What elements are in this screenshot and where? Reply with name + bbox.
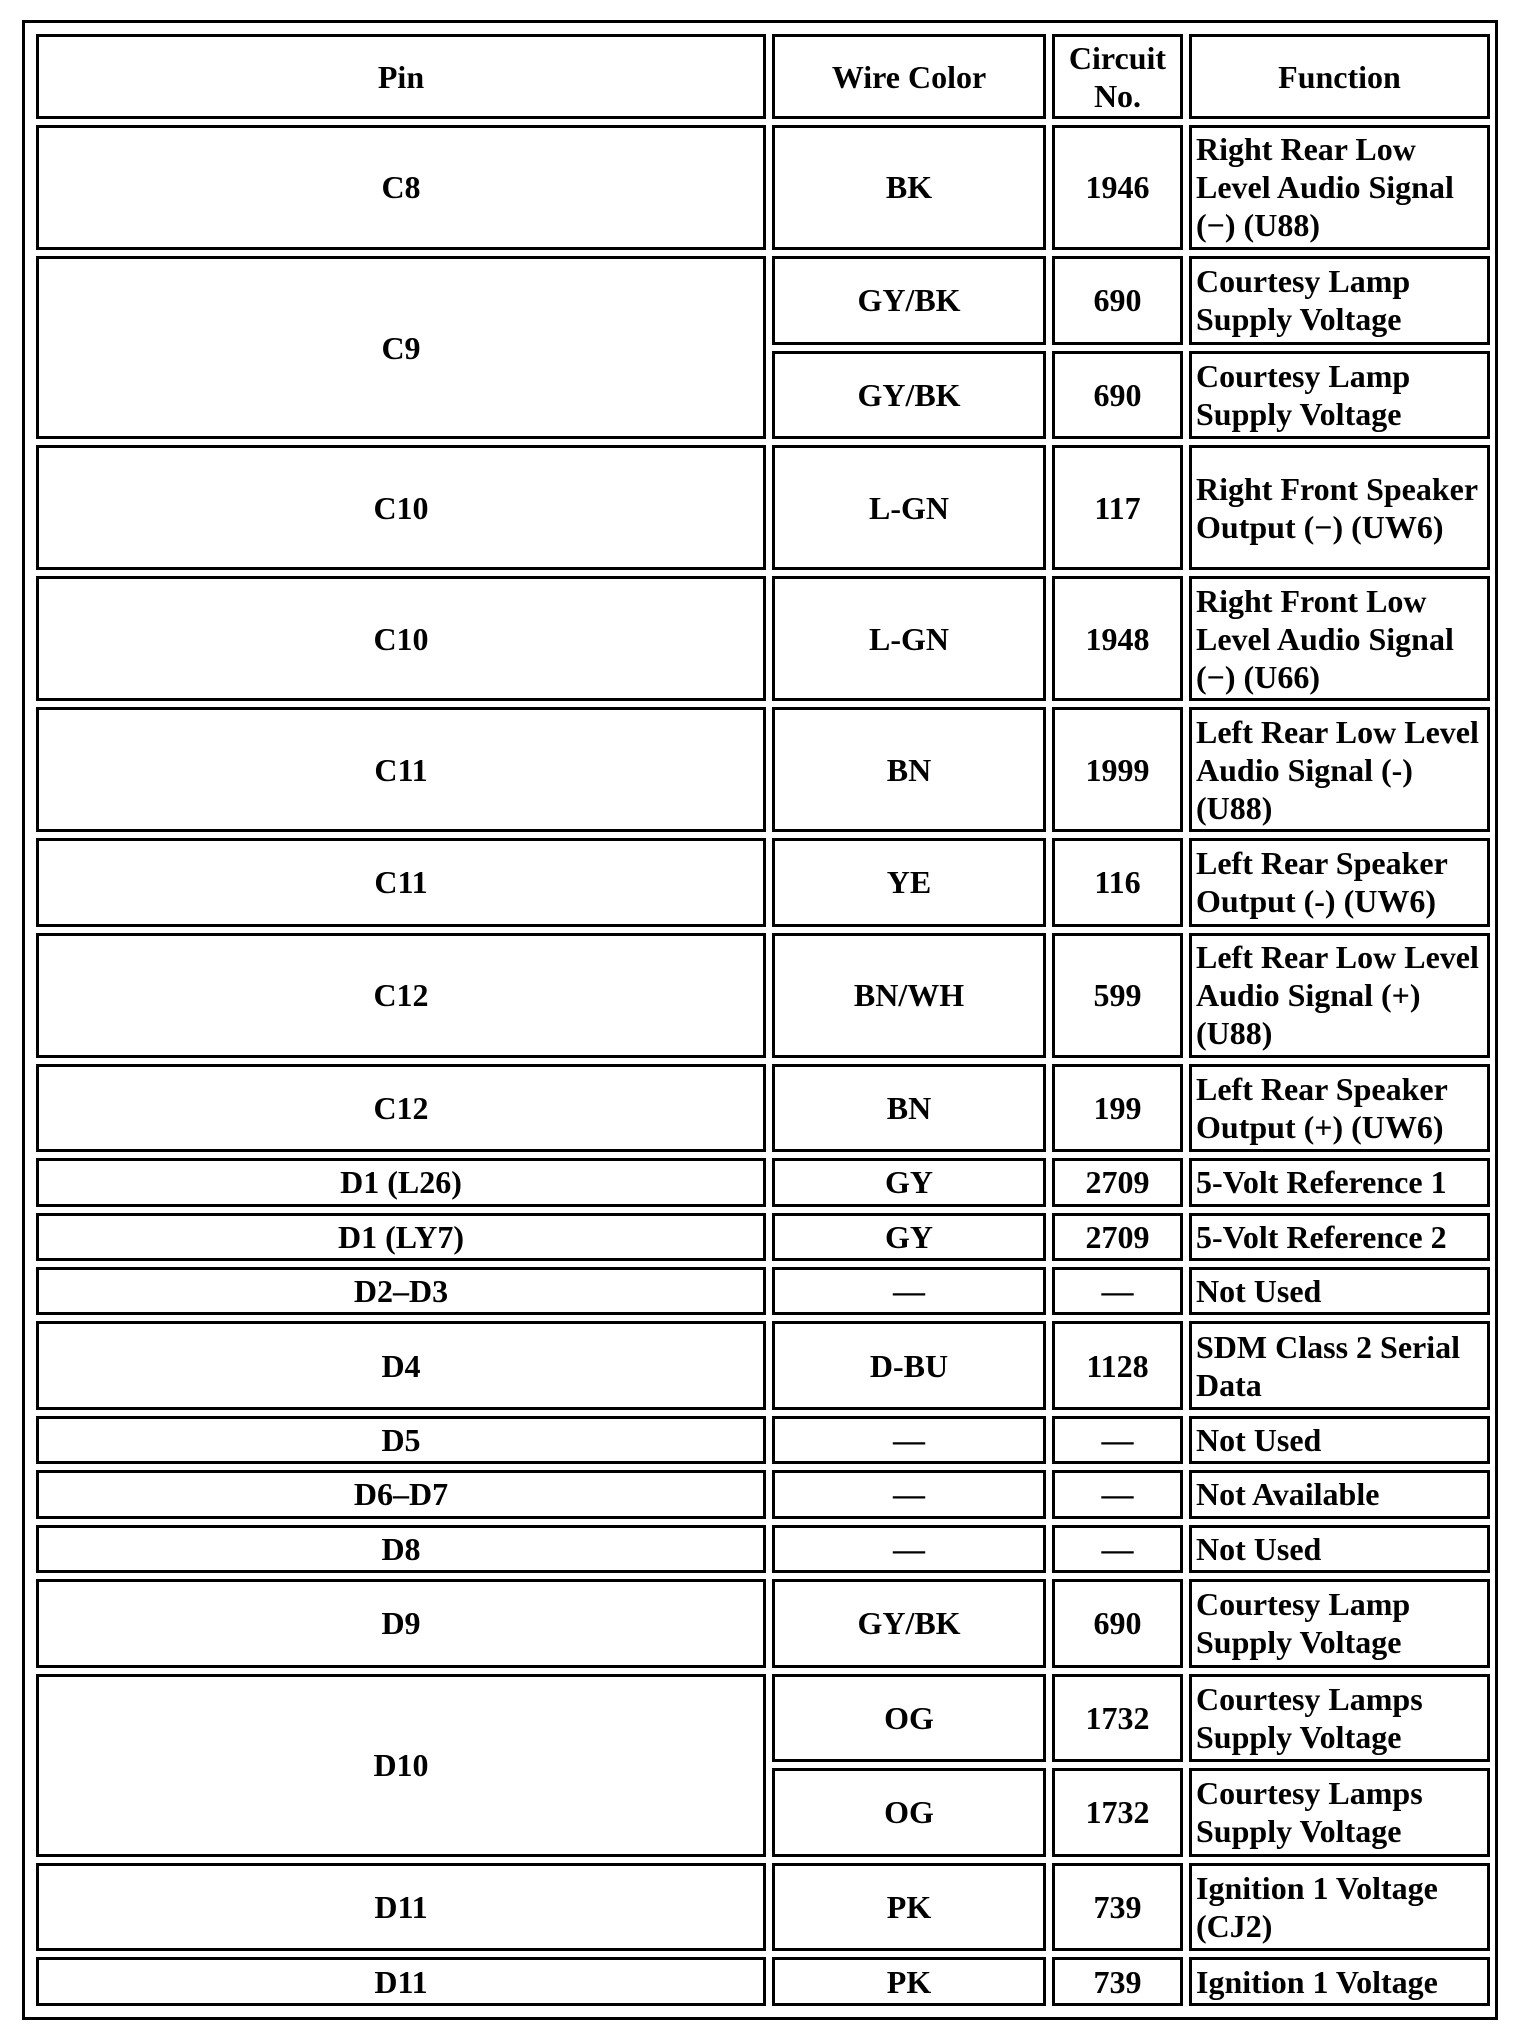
function-cell: Not Used <box>1189 1267 1490 1315</box>
function-cell: 5-Volt Reference 1 <box>1189 1158 1490 1206</box>
pin-cell: D11 <box>36 1863 766 1952</box>
wire-color-cell: PK <box>772 1863 1046 1952</box>
circuit-cell: 599 <box>1052 933 1183 1058</box>
wire-color-cell: — <box>772 1267 1046 1315</box>
table-row <box>36 1579 1490 1668</box>
header-wire-color: Wire Color <box>772 34 1046 119</box>
pin-cell: C10 <box>36 445 766 570</box>
table-row <box>36 1863 1490 1952</box>
wire-color-cell: BN <box>772 1064 1046 1153</box>
connector-table-page <box>22 20 1498 2020</box>
circuit-cell: 2709 <box>1052 1213 1183 1261</box>
circuit-cell: 116 <box>1052 838 1183 927</box>
circuit-cell: — <box>1052 1470 1183 1518</box>
pin-cell: C8 <box>36 125 766 250</box>
function-cell: Left Rear Speaker Output (+) (UW6) <box>1189 1064 1490 1153</box>
function-cell: Not Used <box>1189 1416 1490 1464</box>
wire-color-cell: GY <box>772 1213 1046 1261</box>
circuit-cell: — <box>1052 1525 1183 1573</box>
table-row <box>36 576 1490 701</box>
circuit-cell: 1128 <box>1052 1321 1183 1410</box>
table-row <box>36 1525 1490 1573</box>
wire-color-cell: GY <box>772 1158 1046 1206</box>
circuit-cell: 2709 <box>1052 1158 1183 1206</box>
function-cell: Left Rear Speaker Output (-) (UW6) <box>1189 838 1490 927</box>
function-cell: Courtesy Lamp Supply Voltage <box>1189 256 1490 345</box>
function-cell: Ignition 1 Voltage <box>1189 1957 1490 2006</box>
circuit-cell: 1946 <box>1052 125 1183 250</box>
table-row <box>36 125 1490 250</box>
pin-cell: D5 <box>36 1416 766 1464</box>
circuit-cell: 690 <box>1052 256 1183 345</box>
wire-color-cell: — <box>772 1416 1046 1464</box>
wire-color-cell: L-GN <box>772 576 1046 701</box>
table-body <box>36 125 1490 2006</box>
circuit-cell: 739 <box>1052 1957 1183 2006</box>
function-cell: Right Front Low Level Audio Signal (−) (U66) <box>1189 576 1490 701</box>
circuit-cell: 1732 <box>1052 1768 1183 1857</box>
table-row <box>36 1213 1490 1261</box>
wire-color-cell: — <box>772 1470 1046 1518</box>
function-cell: Ignition 1 Voltage (CJ2) <box>1189 1863 1490 1952</box>
circuit-cell: 117 <box>1052 445 1183 570</box>
pin-cell: C12 <box>36 933 766 1058</box>
table-row <box>36 707 1490 832</box>
circuit-cell: 1948 <box>1052 576 1183 701</box>
pin-cell: C9 <box>36 256 766 439</box>
wire-color-cell: BN/WH <box>772 933 1046 1058</box>
function-cell: Left Rear Low Level Audio Signal (+) (U88) <box>1189 933 1490 1058</box>
table-row <box>36 933 1490 1058</box>
header-circuit-no: Circuit No. <box>1052 34 1183 119</box>
circuit-cell: 1999 <box>1052 707 1183 832</box>
function-cell: Not Available <box>1189 1470 1490 1518</box>
circuit-cell: — <box>1052 1416 1183 1464</box>
circuit-cell: 1732 <box>1052 1674 1183 1763</box>
wire-color-cell: BK <box>772 125 1046 250</box>
wire-color-cell: GY/BK <box>772 1579 1046 1668</box>
table-row <box>36 1674 1490 1763</box>
pin-cell: D2–D3 <box>36 1267 766 1315</box>
wire-color-cell: — <box>772 1525 1046 1573</box>
connector-pinout-table <box>30 28 1496 2012</box>
pin-cell: C10 <box>36 576 766 701</box>
wire-color-cell: L-GN <box>772 445 1046 570</box>
function-cell: Courtesy Lamps Supply Voltage <box>1189 1674 1490 1763</box>
wire-color-cell: BN <box>772 707 1046 832</box>
pin-cell: D10 <box>36 1674 766 1857</box>
pin-cell: D6–D7 <box>36 1470 766 1518</box>
table-row <box>36 1470 1490 1518</box>
table-row <box>36 1957 1490 2006</box>
pin-cell: D1 (L26) <box>36 1158 766 1206</box>
table-row <box>36 1064 1490 1153</box>
circuit-cell: 690 <box>1052 351 1183 440</box>
function-cell: Not Used <box>1189 1525 1490 1573</box>
table-row <box>36 1321 1490 1410</box>
table-row <box>36 1267 1490 1315</box>
wire-color-cell: D-BU <box>772 1321 1046 1410</box>
header-pin: Pin <box>36 34 766 119</box>
pin-cell: D8 <box>36 1525 766 1573</box>
pin-cell: D11 <box>36 1957 766 2006</box>
wire-color-cell: PK <box>772 1957 1046 2006</box>
function-cell: Courtesy Lamp Supply Voltage <box>1189 1579 1490 1668</box>
function-cell: Right Front Speaker Output (−) (UW6) <box>1189 445 1490 570</box>
wire-color-cell: OG <box>772 1768 1046 1857</box>
pin-cell: C11 <box>36 838 766 927</box>
wire-color-cell: YE <box>772 838 1046 927</box>
circuit-cell: 690 <box>1052 1579 1183 1668</box>
function-cell: Courtesy Lamp Supply Voltage <box>1189 351 1490 440</box>
function-cell: Courtesy Lamps Supply Voltage <box>1189 1768 1490 1857</box>
circuit-cell: 739 <box>1052 1863 1183 1952</box>
header-function: Function <box>1189 34 1490 119</box>
table-row <box>36 1158 1490 1206</box>
circuit-cell: 199 <box>1052 1064 1183 1153</box>
wire-color-cell: GY/BK <box>772 256 1046 345</box>
pin-cell: D4 <box>36 1321 766 1410</box>
function-cell: SDM Class 2 Serial Data <box>1189 1321 1490 1410</box>
wire-color-cell: OG <box>772 1674 1046 1763</box>
pin-cell: D1 (LY7) <box>36 1213 766 1261</box>
pin-cell: D9 <box>36 1579 766 1668</box>
function-cell: Left Rear Low Level Audio Signal (-) (U88) <box>1189 707 1490 832</box>
circuit-cell: — <box>1052 1267 1183 1315</box>
pin-cell: C12 <box>36 1064 766 1153</box>
function-cell: Right Rear Low Level Audio Signal (−) (U88) <box>1189 125 1490 250</box>
header-row <box>36 34 1490 119</box>
table-row <box>36 838 1490 927</box>
table-row <box>36 256 1490 345</box>
table-row <box>36 445 1490 570</box>
table-row <box>36 1416 1490 1464</box>
wire-color-cell: GY/BK <box>772 351 1046 440</box>
function-cell: 5-Volt Reference 2 <box>1189 1213 1490 1261</box>
pin-cell: C11 <box>36 707 766 832</box>
